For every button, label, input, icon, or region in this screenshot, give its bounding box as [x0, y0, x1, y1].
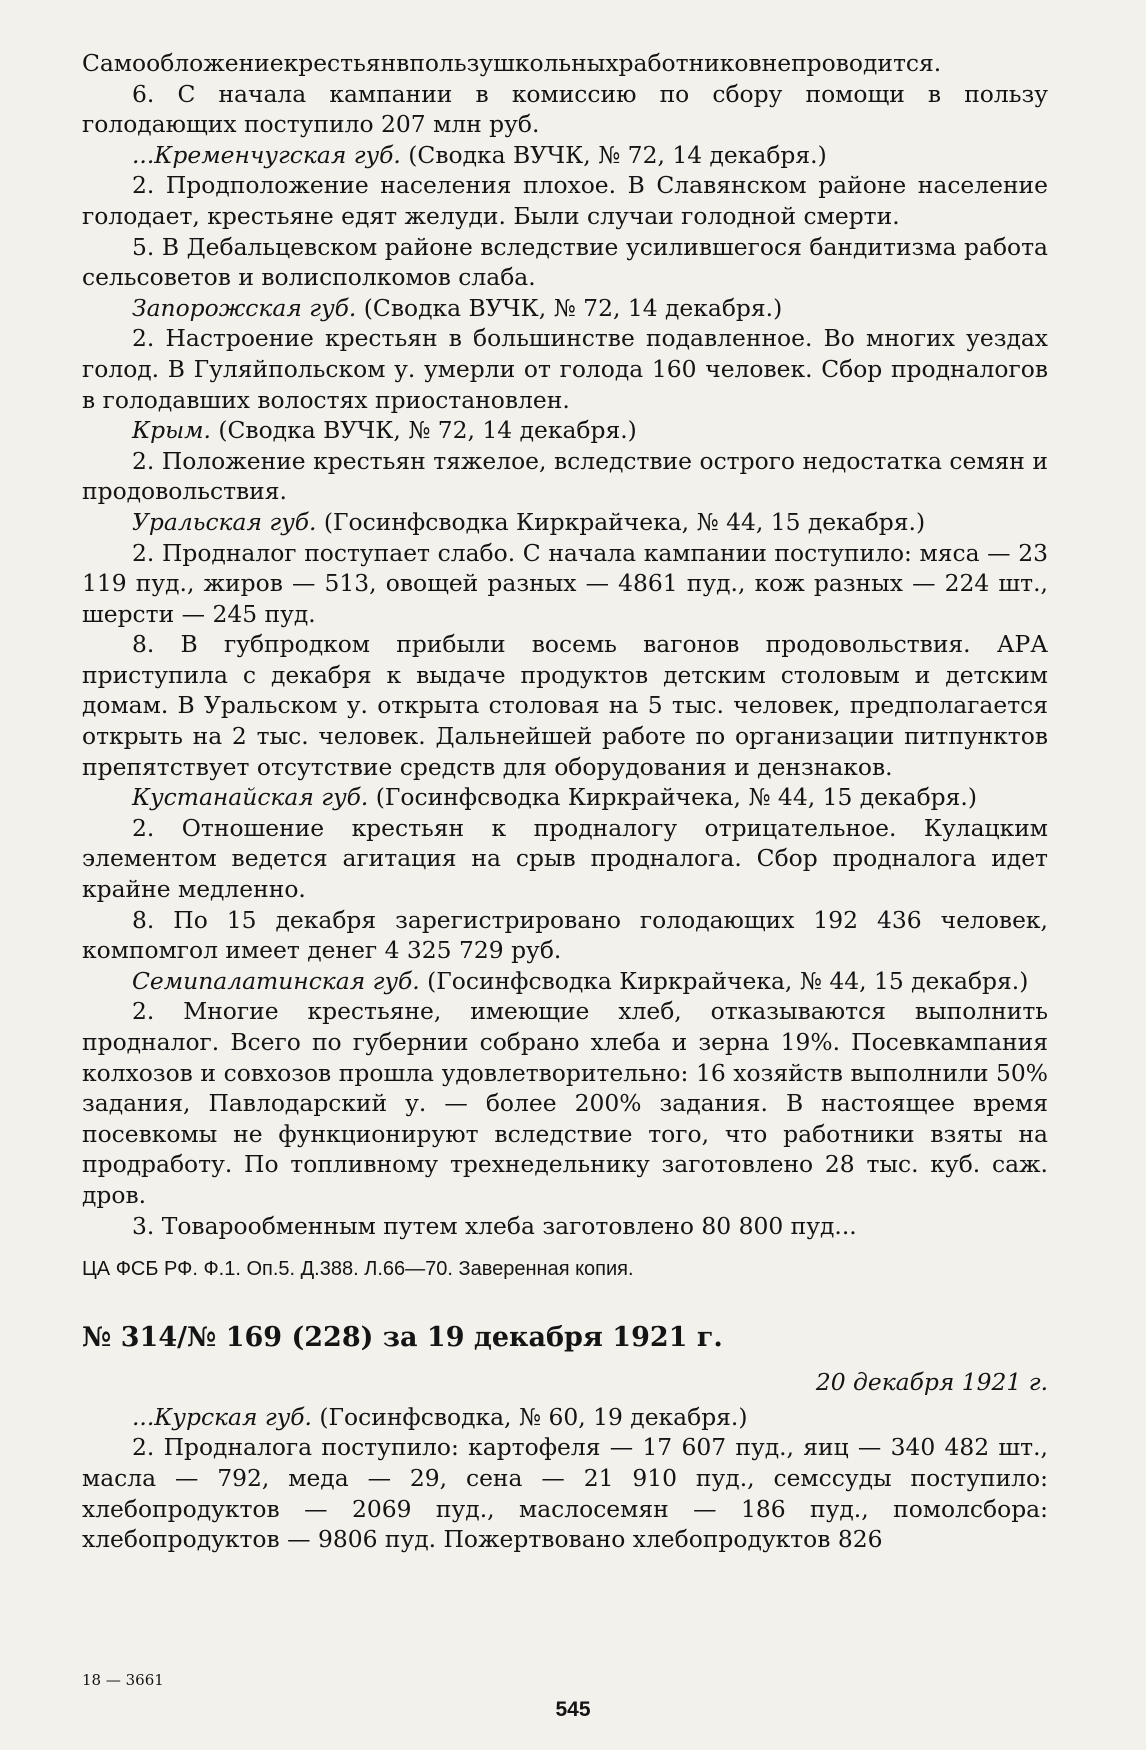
- source-ref: (Сводка ВУЧК, № 72, 14 декабря.): [400, 140, 827, 169]
- document-page: [82, 48, 1048, 1555]
- paragraph: 6. С начала кампании в комиссию по сбору помощи в пользу голодающих поступило 207 млн руб.: [82, 79, 1048, 139]
- printer-signature: 18 — 3661: [82, 1671, 164, 1689]
- source-line: [82, 293, 1048, 324]
- source-ref: (Сводка ВУЧК, № 72, 14 декабря.): [210, 416, 637, 445]
- source-ref: (Госинфсводка, № 60, 19 декабря.): [312, 1402, 748, 1431]
- source-line: [82, 507, 1048, 538]
- region-name: Семипалатинская губ.: [132, 966, 420, 995]
- paragraph: 3. Товарообменным путем хлеба заготовлено 80 800 пуд...: [132, 1211, 857, 1240]
- region-name: Кустанайская губ.: [132, 783, 369, 812]
- page-number: 545: [555, 1698, 591, 1721]
- paragraph: Самообложениекрестьянвпользушкольныхработниковнепроводится.: [82, 49, 942, 77]
- paragraph: 8. По 15 декабря зарегистрировано голодающих 192 436 человек, компомгол имеет денег 4 325 729 руб.: [82, 905, 1048, 965]
- region-name: Запорожская губ.: [132, 293, 357, 322]
- region-name: ...Курская губ.: [132, 1402, 312, 1431]
- paragraph: 5. В Дебальцевском районе вследствие усилившегося бандитизма работа сельсоветов и волисполкомов слаба.: [82, 232, 1048, 292]
- region-name: ...Кременчугская губ.: [132, 140, 401, 169]
- paragraph: 2. Отношение крестьян к продналогу отрицательное. Кулацким элементом ведется агитация на срыв продналога. Сбор продналога идет крайне медленно.: [82, 813, 1048, 904]
- paragraph: 2. Положение крестьян тяжелое, вследствие острого недостатка семян и продовольствия.: [82, 446, 1048, 506]
- source-ref: (Госинфсводка Киркрайчека, № 44, 15 декабря.): [316, 507, 926, 536]
- source-ref: (Госинфсводка Киркрайчека, № 44, 15 декабря.): [368, 783, 977, 812]
- paragraph: 2. Продположение населения плохое. В Славянском районе население голодает, крестьяне едят желуди. Были случаи голодной смерти.: [82, 171, 1048, 230]
- source-line: [82, 966, 1048, 997]
- region-name: Крым.: [132, 416, 211, 445]
- source-ref: (Сводка ВУЧК, № 72, 14 декабря.): [356, 293, 783, 322]
- paragraph: 2. Продналог поступает слабо. С начала кампании поступило: мяса — 23 119 пуд., жиров — 513, овощей разных — 4861 пуд., кож разных — 224 шт., шерсти — 245 пуд.: [82, 538, 1048, 628]
- source-ref: (Госинфсводка Киркрайчека, № 44, 15 декабря.): [419, 966, 1029, 995]
- paragraph: 2. Продналога поступило: картофеля — 17 607 пуд., яиц — 340 482 шт., масла — 792, меда — 29, сена — 21 910 пуд., семссуды поступило: хлебопродуктов — 2069 пуд., маслосемян — 186 пуд., помолсбора: хлебопродуктов — 9806 пуд. Пожертвовано хлебопродуктов 826: [82, 1433, 1048, 1554]
- source-line: [82, 140, 1048, 171]
- document-date: 20 декабря 1921 г.: [815, 1368, 1048, 1397]
- paragraph: 8. В губпродком прибыли восемь вагонов продовольствия. АРА приступила с декабря к выдаче продуктов детским столовым и детским домам. В Уральском у. открыта столовая на 5 тыс. человек, предполагается открыть на 2 тыс. человек. Дальнейшей работе по организации питпунктов препятствует отсутствие средств для оборудования и дензнаков.: [82, 630, 1048, 781]
- document-header: № 314/№ 169 (228) за 19 декабря 1921 г.: [82, 1322, 723, 1354]
- source-line: [82, 782, 1048, 813]
- paragraph: 2. Многие крестьяне, имеющие хлеб, отказываются выполнить продналог. Всего по губернии собрано хлеба и зерна 19%. Посевкампания колхозов и совхозов прошла удовлетворительно: 16 хозяйств выполнили 50% задания, Павлодарский у. — более 200% задания. В настоящее время посевкомы не функционируют вследствие того, что работники взяты на продработу. По топливному трехнедельнику заготовлено 28 тыс. куб. саж. дров.: [82, 997, 1048, 1209]
- archive-reference: ЦА ФСБ РФ. Ф.1. Оп.5. Д.388. Л.66—70. Заверенная копия.: [82, 1258, 634, 1281]
- region-name: Уральская губ.: [132, 507, 317, 536]
- source-line: [82, 1402, 1048, 1433]
- paragraph: 2. Настроение крестьян в большинстве подавленное. Во многих уездах голод. В Гуляйпольском у. умерли от голода 160 человек. Сбор продналогов в голодавших волостях приостановлен.: [82, 324, 1048, 414]
- source-line: [82, 415, 1048, 446]
